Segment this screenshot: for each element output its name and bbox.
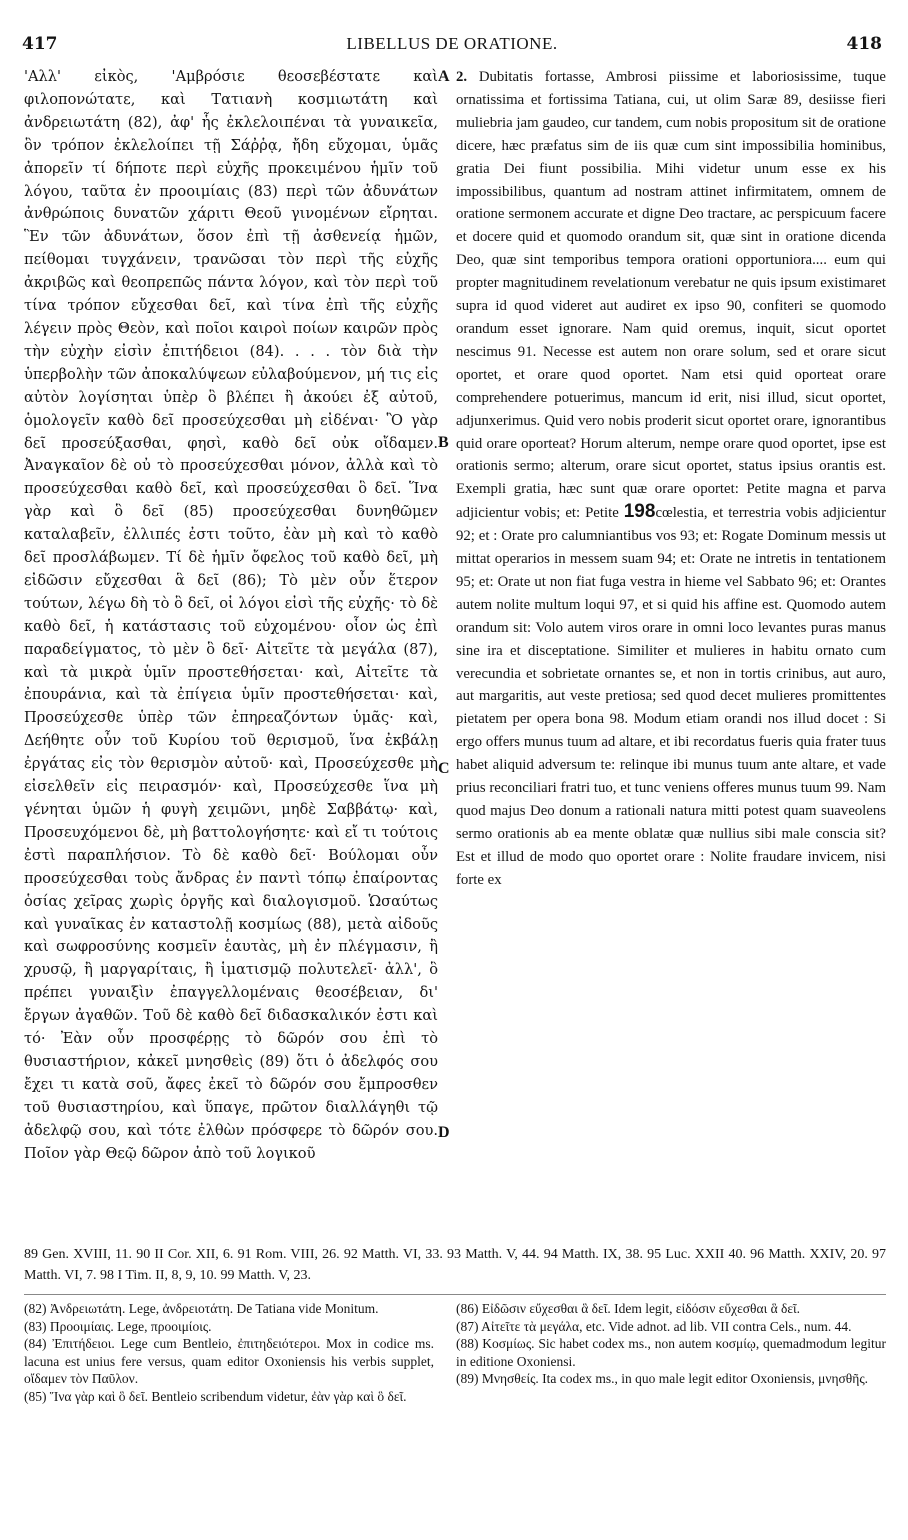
margin-letter-d: D xyxy=(438,1124,450,1141)
latin-text-part-1: Dubitatis fortasse, Ambrosi piissime et laboriosissime, tuque ornatissima et fortissima Tatiana, cui, ut olim Saræ 89, desiisse fieri muliebria jam gaudeo, cur tandem, cum nobis propositum sit de oratione dicere, hæc præfatus sim de iis quæ cum sint impossibilia hominibus, gratia Dei fiunt possibilia. Mihi videtur unum esse ex his impossibilibus, quantum ad nostram attinet infirmitatem, omnem de oratione sermonem accurate et digne Deo tractare, ac perspicuum facere et docere quid et quomodo orandum sit, quæ sint in oratione dicenda Deo, quæ sint temporibus tempora orationi opportuniora.... eum qui propter magnitudinem revelationum verebatur ne quis ipsum existimaret supra id quod videret aut audiret ex ipso 90, confiteri se quomodo orandum esset ignorare. Nam quid oremus, inquit, sicut oportet nescimus 91. Necesse est autem non orare solum, sed et orare sicut oportet, et orare quod oportet. Nam etsi quid oporteat orare comprehendere potuerimus, mancum id erit, nisi illud, sicut oportet, adjunxerimus. Quid vero nobis proderit sicut oportet orare, ignorantibus quid orare oporteat? Horum alterum, nempe orare quod oportet, ipse est orationis sermo; alterum, orare sicut oportet, status ipsius orantis est. Exempli gratia, hæc sunt quæ orare oportet: Petite magna et parva adjicientur vobis; et: Petite xyxy=(456,69,886,522)
note-86: (86) Εἰδῶσιν εὔχεσθαι ἃ δεῖ. Idem legit, εἰδόσιν εὔχεσθαι ἃ δεῖ. xyxy=(456,1301,801,1316)
page-header xyxy=(22,34,882,62)
note-88: (88) Κοσμίως. Sic habet codex ms., non autem κοσμίῳ, quemadmodum legitur in editione Oxoniensi. xyxy=(456,1336,886,1369)
margin-letter-a: A xyxy=(438,68,450,85)
scripture-references: 89 Gen. XVIII, 11. 90 II Cor. XII, 6. 91 Rom. VIII, 26. 92 Matth. VI, 33. 93 Matth. V, 44. 94 Matth. IX, 38. 95 Luc. XXII 40. 96 Matth. XXIV, 20. 97 Matth. VI, 7. 98 I Tim. II, 8, 9, 10. 99 Matth. V, 23. xyxy=(24,1247,886,1283)
greek-text: 'Αλλ' εἰκὸς, 'Αμβρόσιε θεοσεβέστατε καὶ φιλοπονώτατε, καὶ Τατιανὴ κοσμιωτάτη καὶ ἀνδρειωτάτη (82), ἀφ' ἧς ἐκλελοιπέναι τὰ γυναικεῖα, ὃν τρόπον ἐκλελοίπει τῇ Σάῤῥᾳ, ἤδη εὔχομαι, ὑμᾶς ἀπορεῖν τί δήποτε περὶ εὐχῆς προκειμένου ἡμῖν τοῦ λόγου, ταῦτα ἐν προοιμίαις (83) περὶ τῶν ἀδυνάτων ἀνθρώποις δυνατῶν χάριτι Θεοῦ γινομένων εἴρηται. Ἓν τῶν ἀδυνάτων, ὅσον ἐπὶ τῇ ἀσθενείᾳ ἡμῶν, πείθομαι τυγχάνειν, τρανῶσαι τὸν περὶ τῆς εὐχῆς ἀκριβῶς καὶ θεοπρεπῶς πάντα λόγον, καὶ τὸν περὶ τοῦ τίνα τρόπον εὔχεσθαι δεῖ, καὶ τίνα ἐπὶ τῆς εὐχῆς λέγειν πρὸς Θεὸν, καὶ ποῖοι καιροὶ ποίων καιρῶν πρὸς τὴν εὐχὴν εἰσὶν ἐπιτήδειοι (84). . . . τὸν διὰ τὴν ὑπερβολὴν τῶν ἀποκαλύψεων εὐλαβούμενον, μή τις εἰς αὐτὸν λογίσηται ὑπὲρ ὃ βλέπει ἢ ἀκούει ἐξ αὐτοῦ, ὁμολογεῖν καθὸ δεῖ προσεύχεσθαι μὴ εἰδέναι· Ὃ γὰρ δεῖ προσεύξασθαι, φησὶ, καθὸ δεῖ οὐκ οἴδαμεν. Ἀναγκαῖον δὲ οὐ τὸ προσεύχεσθαι μόνον, ἀλλὰ καὶ τὸ προσεύχεσθαι καθὸ δεῖ, καὶ προσεύχεσθαι ὃ δεῖ. Ἵνα γὰρ καὶ ὃ δεῖ (85) προσεύχεσθαι δυνηθῶμεν καταλαβεῖν, ἐλλιπές ἐστι τοῦτο, ἐὰν μὴ καὶ τὸ καθὸ δεῖ προσλάβωμεν. Τί δὲ ἡμῖν ὄφελος τοῦ καθὸ δεῖ, μὴ εἰδῶσιν εὔχεσθαι ἃ δεῖ (86); Τὸ μὲν οὖν ἕτερον τούτων, λέγω δὴ τὸ ὃ δεῖ, οἱ λόγοι εἰσὶ τῆς εὐχῆς· τὸ δὲ καθὸ δεῖ, ἡ κατάστασις τοῦ εὐχομένου· οἷον ὡς ἐπὶ παραδείγματος, τὸ μὲν ὃ δεῖ· Αἰτεῖτε τὰ μεγάλα (87), καὶ τὰ μικρὰ ὑμῖν προστεθήσεται· καὶ, Αἰτεῖτε τὰ ἐπουράνια, καὶ τὰ ἐπίγεια ὑμῖν προστεθήσεται· καὶ, Προσεύχεσθε ὑπὲρ τῶν ἐπηρεαζόντων ὑμᾶς· καὶ, Δεήθητε οὖν τοῦ Κυρίου τοῦ θερισμοῦ, ἵνα ἐκβάλῃ ἐργάτας εἰς τὸν θερισμὸν αὐτοῦ· καὶ, Προσεύχεσθε μὴ εἰσελθεῖν εἰς πειρασμόν· καὶ, Προσεύχεσθε ἵνα μὴ γένηται ὑμῶν ἡ φυγὴ χειμῶνι, μηδὲ Σαββάτῳ· καὶ, Προσευχόμενοι δὲ, μὴ βαττολογήσητε· καὶ εἴ τι τούτοις ἐστὶ παραπλήσιον. Τὸ δὲ καθὸ δεῖ· Βούλομαι οὖν προσεύχεσθαι τοὺς ἄνδρας ἐν παντὶ τόπῳ ἐπαίροντας ὁσίας χεῖρας χωρὶς ὀργῆς καὶ διαλογισμοῦ. Ὡσαύτως καὶ γυναῖκας ἐν καταστολῇ κοσμίως (88), μετὰ αἰδοῦς καὶ σωφροσύνης κοσμεῖν ἑαυτὰς, μὴ ἐν πλέγμασιν, ἢ χρυσῷ, ἢ μαργαρίταις, ἢ ἱματισμῷ πολυτελεῖ· ἀλλ', ὃ πρέπει γυναιξὶν ἐπαγγελλομέναις θεοσέβειαν, δι' ἔργων ἀγαθῶν. Τοῦ δὲ καθὸ δεῖ διδασκαλικόν ἐστι καὶ τό· Ἐὰν οὖν προσφέρῃς τὸ δῶρόν σου ἐπὶ τὸ θυσιαστήριον, κἀκεῖ μνησθεὶς (89) ὅτι ὁ ἀδελφός σου ἔχει τι κατὰ σοῦ, ἄφες ἐκεῖ τὸ δῶρόν σου ἔμπροσθεν τοῦ θυσιαστηρίου, καὶ ὕπαγε, πρῶτον διαλλάγηθι τῷ ἀδελφῷ σου, καὶ τότε ἐλθὼν πρόσφερε τὸ δῶρόν σου. Ποῖον γὰρ Θεῷ δῶρον ἀπὸ τοῦ λογικοῦ xyxy=(24,68,438,1162)
greek-column xyxy=(24,66,438,1218)
note-89: (89) Μνησθείς. Ita codex ms., in quo male legit editor Oxoniensis, μνησθῆς. xyxy=(456,1371,869,1387)
column-marker: 198 xyxy=(623,501,656,523)
page-number-left: 417 xyxy=(22,34,58,54)
section-number: 2. xyxy=(456,69,468,85)
margin-letter-c: C xyxy=(438,760,450,777)
latin-column xyxy=(456,66,886,1218)
note-82: (82) Ἀνδρειωτάτη. Lege, ἀνδρειοτάτη. De Tatiana vide Monitum. xyxy=(24,1301,379,1316)
notes-right-column xyxy=(456,1300,886,1480)
note-87: (87) Αἰτεῖτε τὰ μεγάλα, etc. Vide adnot. ad lib. VII contra Cels., num. 44. xyxy=(456,1318,852,1334)
note-83: (83) Προοιμίαις. Lege, προοιμίοις. xyxy=(24,1318,212,1334)
notes-left-column xyxy=(24,1300,434,1480)
note-84: (84) Ἐπιτήδειοι. Lege cum Bentleio, ἐπιτηδειότεροι. Mox in codice ms. lacuna est unius fere versus, quam editor Oxoniensis his verbis supplet, οἴδαμεν τὸν Παῦλον. xyxy=(24,1336,434,1387)
running-title: LIBELLUS DE ORATIONE. xyxy=(346,34,558,53)
notes-divider xyxy=(24,1294,886,1295)
latin-text-part-2: cœlestia, et terrestria vobis adjicientur 92; et : Orate pro calumniantibus vos 93; et: Rogate Dominum messis ut mittat operarios in messem suam 94; et: Orate ne intretis in tentationem 95; et: Orate ut non fiat fuga vestra in hieme vel Sabbato 96; et: Orantes autem nolite multum loqui 97, et si quid his affine est. Quomodo autem orandum sit: Volo autem viros orare in omni loco levantes puras manus sine ira et disceptatione. Similiter et mulieres in habitu ornato cum verecundia et sobrietate ornantes se, et non in tortis crinibus, aut auro, aut margaritis, aut veste pretiosa; sed quod decet mulieres promittentes pietatem per opera bona 98. Modum etiam orandi nos illud docet : Si ergo offers munus tuum ad altare, et ibi recordatus fueris quia frater tuus habet aliquid adversum te: relinque ibi munus tuum ante altare, et vade prius reconciliari fratri tuo, et tunc veniens offeres munus tuum 99. Nam quod majus Deo donum a rationali natura mitti potest quam suaveolens sermo orationis ab ea mente oblatæ quæ nullius sibi male conscia sit? Est et illud de modo quo oportet orare : Nolite fraudare invicem, nisi forte ex xyxy=(456,505,886,888)
margin-letter-b: B xyxy=(438,434,449,451)
page-number-right: 418 xyxy=(846,34,882,54)
latin-text xyxy=(456,66,886,892)
note-85: (85) Ἵνα γὰρ καὶ ὃ δεῖ. Bentleio scribendum videtur, ἐὰν γὰρ καὶ ὃ δεῖ. xyxy=(24,1388,407,1404)
